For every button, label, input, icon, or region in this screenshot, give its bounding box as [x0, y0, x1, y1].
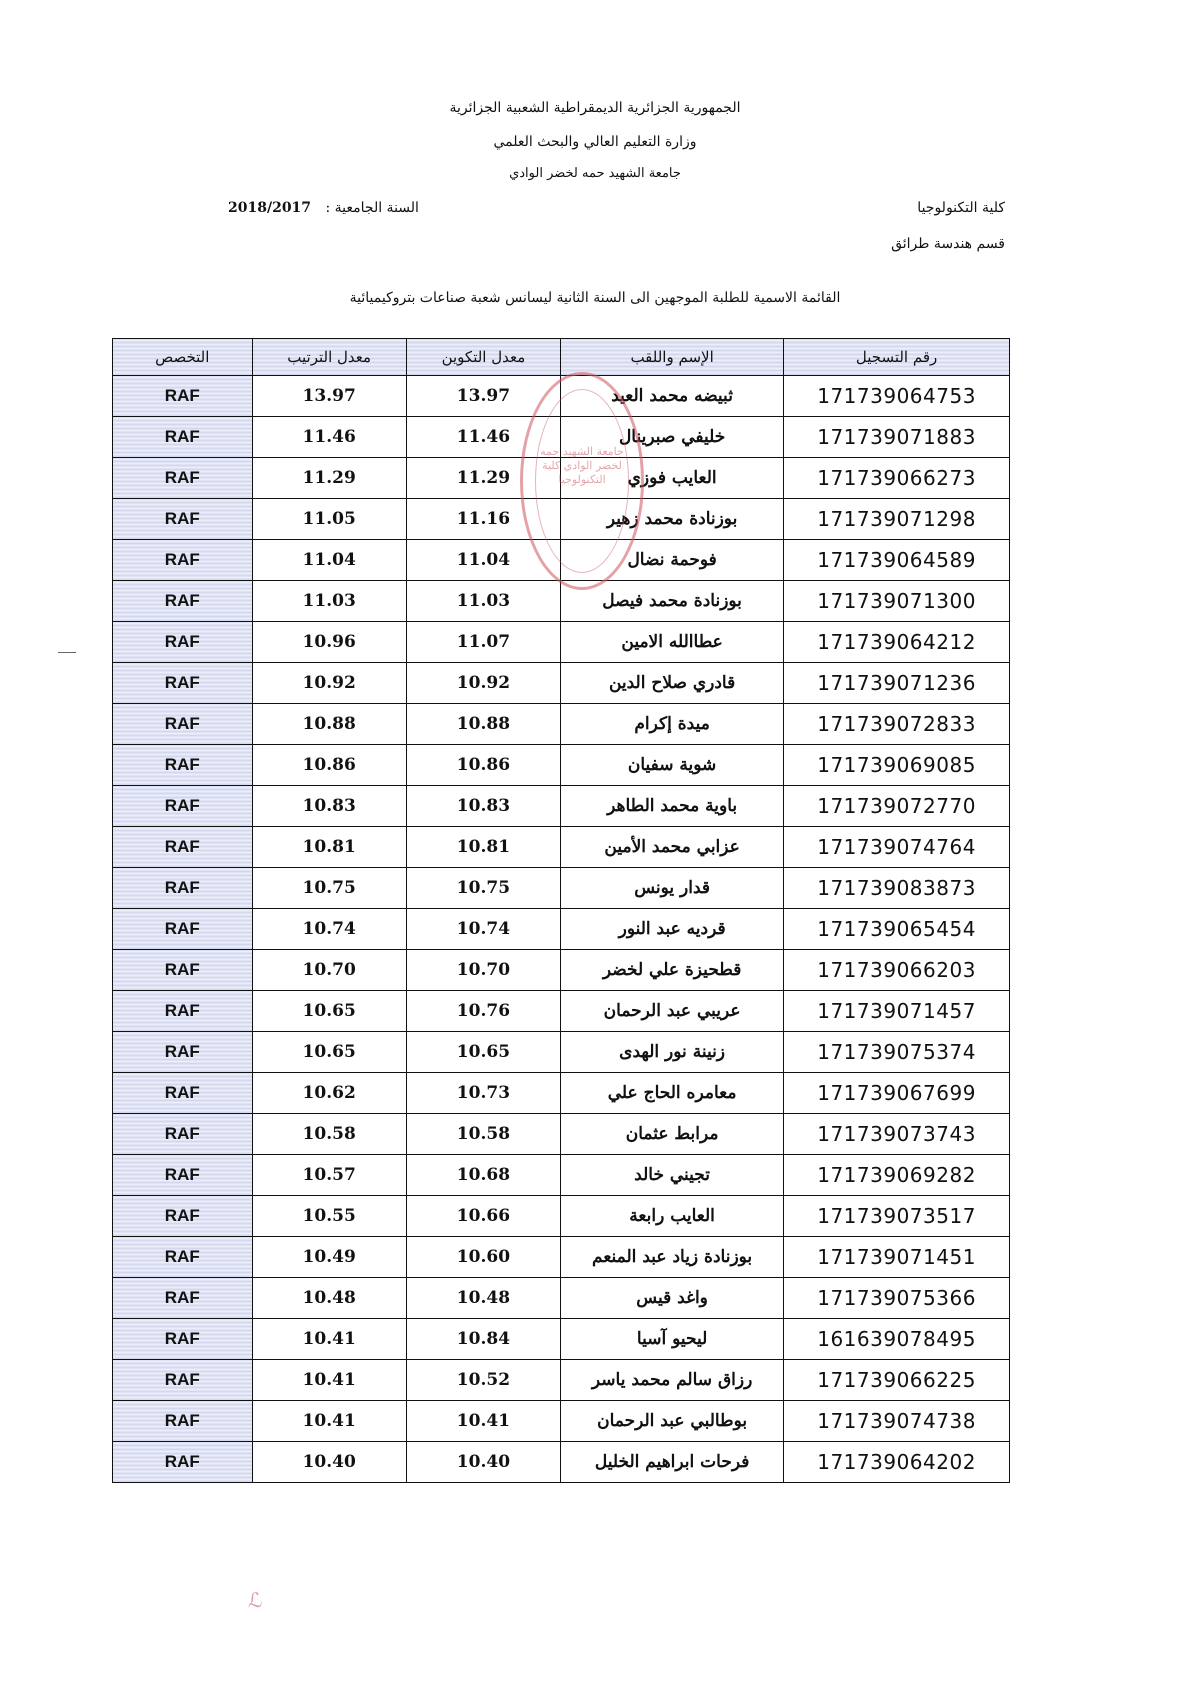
- cell-training-average: 10.58: [406, 1114, 560, 1155]
- table-row: [113, 1442, 1010, 1483]
- cell-name: عطاالله الامين: [561, 622, 784, 663]
- cell-name: زنينة نور الهدى: [561, 1032, 784, 1073]
- cell-name: فرحات ابراهيم الخليل: [561, 1442, 784, 1483]
- cell-ranking-average: 11.46: [252, 417, 406, 458]
- cell-training-average: 11.46: [406, 417, 560, 458]
- table-row: [113, 1073, 1010, 1114]
- cell-training-average: 13.97: [406, 376, 560, 417]
- cell-name: ثبيضه محمد العيد: [561, 376, 784, 417]
- table-row: [113, 991, 1010, 1032]
- cell-training-average: 10.92: [406, 663, 560, 704]
- cell-ranking-average: 11.05: [252, 499, 406, 540]
- cell-training-average: 10.84: [406, 1319, 560, 1360]
- table-row: [113, 581, 1010, 622]
- table-row: [113, 868, 1010, 909]
- cell-registration: 161639078495: [784, 1319, 1010, 1360]
- cell-specialty: RAF: [113, 1319, 253, 1360]
- col-header-registration: رقم التسجيل: [784, 339, 1010, 376]
- cell-registration: 171739066225: [784, 1360, 1010, 1401]
- cell-name: واغد قيس: [561, 1278, 784, 1319]
- cell-name: باوية محمد الطاهر: [561, 786, 784, 827]
- cell-specialty: RAF: [113, 417, 253, 458]
- cell-specialty: RAF: [113, 745, 253, 786]
- cell-registration: 171739067699: [784, 1073, 1010, 1114]
- cell-registration: 171739075374: [784, 1032, 1010, 1073]
- department-name: قسم هندسة طرائق: [891, 236, 1005, 252]
- cell-name: تجيني خالد: [561, 1155, 784, 1196]
- faculty-name: كلية التكنولوجيا: [917, 200, 1005, 216]
- table-row: [113, 1032, 1010, 1073]
- cell-registration: 171739071451: [784, 1237, 1010, 1278]
- cell-specialty: RAF: [113, 1237, 253, 1278]
- cell-registration: 171739071236: [784, 663, 1010, 704]
- cell-specialty: RAF: [113, 827, 253, 868]
- cell-ranking-average: 10.74: [252, 909, 406, 950]
- cell-registration: 171739071883: [784, 417, 1010, 458]
- cell-ranking-average: 10.75: [252, 868, 406, 909]
- cell-name: بوزنادة زياد عبد المنعم: [561, 1237, 784, 1278]
- cell-training-average: 10.60: [406, 1237, 560, 1278]
- cell-name: قدار يونس: [561, 868, 784, 909]
- table-row: [113, 499, 1010, 540]
- cell-ranking-average: 11.04: [252, 540, 406, 581]
- academic-year: [228, 200, 419, 216]
- cell-registration: 171739072770: [784, 786, 1010, 827]
- cell-specialty: RAF: [113, 868, 253, 909]
- cell-ranking-average: 10.92: [252, 663, 406, 704]
- cell-training-average: 10.65: [406, 1032, 560, 1073]
- table-row: [113, 376, 1010, 417]
- cell-ranking-average: 10.41: [252, 1319, 406, 1360]
- cell-name: قادري صلاح الدين: [561, 663, 784, 704]
- scan-mark: ℒ: [248, 1588, 263, 1612]
- cell-training-average: 10.83: [406, 786, 560, 827]
- cell-registration: 171739075366: [784, 1278, 1010, 1319]
- academic-year-label: السنة الجامعية :: [325, 200, 419, 216]
- cell-training-average: 10.52: [406, 1360, 560, 1401]
- table-row: [113, 1360, 1010, 1401]
- cell-training-average: 11.29: [406, 458, 560, 499]
- cell-ranking-average: 10.58: [252, 1114, 406, 1155]
- cell-registration: 171739066273: [784, 458, 1010, 499]
- cell-name: فوحمة نضال: [561, 540, 784, 581]
- table-row: [113, 663, 1010, 704]
- cell-training-average: 10.73: [406, 1073, 560, 1114]
- cell-registration: 171739064589: [784, 540, 1010, 581]
- cell-name: مرابط عثمان: [561, 1114, 784, 1155]
- cell-name: العايب رابعة: [561, 1196, 784, 1237]
- cell-registration: 171739066203: [784, 950, 1010, 991]
- col-header-training-average: معدل التكوين: [406, 339, 560, 376]
- cell-name: رزاق سالم محمد ياسر: [561, 1360, 784, 1401]
- cell-ranking-average: 10.49: [252, 1237, 406, 1278]
- cell-registration: 171739071300: [784, 581, 1010, 622]
- cell-registration: 171739072833: [784, 704, 1010, 745]
- cell-ranking-average: 10.57: [252, 1155, 406, 1196]
- cell-training-average: 10.86: [406, 745, 560, 786]
- cell-specialty: RAF: [113, 663, 253, 704]
- cell-specialty: RAF: [113, 1278, 253, 1319]
- cell-name: قرديه عبد النور: [561, 909, 784, 950]
- list-title: القائمة الاسمية للطلبة الموجهين الى السنة الثانية ليسانس شعبة صناعات بتروكيميائية: [349, 290, 841, 306]
- cell-ranking-average: 13.97: [252, 376, 406, 417]
- cell-registration: 171739065454: [784, 909, 1010, 950]
- cell-specialty: RAF: [113, 540, 253, 581]
- cell-ranking-average: 10.55: [252, 1196, 406, 1237]
- cell-name: العايب فوزي: [561, 458, 784, 499]
- cell-specialty: RAF: [113, 458, 253, 499]
- cell-specialty: RAF: [113, 1114, 253, 1155]
- cell-name: ميدة إكرام: [561, 704, 784, 745]
- cell-specialty: RAF: [113, 1196, 253, 1237]
- table-row: [113, 1155, 1010, 1196]
- cell-name: بوزنادة محمد فيصل: [561, 581, 784, 622]
- cell-registration: 171739071298: [784, 499, 1010, 540]
- cell-specialty: RAF: [113, 1032, 253, 1073]
- cell-ranking-average: 10.65: [252, 991, 406, 1032]
- cell-specialty: RAF: [113, 786, 253, 827]
- stamp-text: جامعة الشهيد حمه لخضر الوادي كلية التكنولوجيا: [540, 445, 624, 486]
- table-row: [113, 1237, 1010, 1278]
- cell-training-average: 10.75: [406, 868, 560, 909]
- cell-specialty: RAF: [113, 581, 253, 622]
- cell-registration: 171739073743: [784, 1114, 1010, 1155]
- cell-name: بوزنادة محمد زهير: [561, 499, 784, 540]
- table-body: [113, 376, 1010, 1483]
- cell-training-average: 10.88: [406, 704, 560, 745]
- col-header-specialty: التخصص: [113, 339, 253, 376]
- cell-registration: 171739071457: [784, 991, 1010, 1032]
- cell-registration: 171739074764: [784, 827, 1010, 868]
- cell-training-average: 10.76: [406, 991, 560, 1032]
- academic-year-value: 2018/2017: [228, 200, 312, 216]
- cell-ranking-average: 10.70: [252, 950, 406, 991]
- cell-specialty: RAF: [113, 704, 253, 745]
- cell-specialty: RAF: [113, 991, 253, 1032]
- scan-mark-dash: [58, 652, 76, 653]
- cell-ranking-average: 10.96: [252, 622, 406, 663]
- cell-ranking-average: 10.86: [252, 745, 406, 786]
- col-header-ranking-average: معدل الترتيب: [252, 339, 406, 376]
- cell-specialty: RAF: [113, 950, 253, 991]
- cell-ranking-average: 10.88: [252, 704, 406, 745]
- table-row: [113, 458, 1010, 499]
- cell-training-average: 10.48: [406, 1278, 560, 1319]
- students-table: [112, 338, 1010, 1483]
- cell-name: عريبي عبد الرحمان: [561, 991, 784, 1032]
- cell-name: معامره الحاج علي: [561, 1073, 784, 1114]
- header-republic: الجمهورية الجزائرية الديمقراطية الشعبية الجزائرية: [449, 100, 741, 116]
- cell-ranking-average: 10.83: [252, 786, 406, 827]
- table-row: [113, 1319, 1010, 1360]
- table-row: [113, 1401, 1010, 1442]
- table-row: [113, 622, 1010, 663]
- table-row: [113, 786, 1010, 827]
- cell-specialty: RAF: [113, 1401, 253, 1442]
- cell-ranking-average: 10.40: [252, 1442, 406, 1483]
- table-row: [113, 704, 1010, 745]
- table-row: [113, 909, 1010, 950]
- cell-training-average: 11.03: [406, 581, 560, 622]
- cell-training-average: 10.40: [406, 1442, 560, 1483]
- cell-training-average: 10.68: [406, 1155, 560, 1196]
- table-row: [113, 950, 1010, 991]
- table-row: [113, 417, 1010, 458]
- cell-specialty: RAF: [113, 1073, 253, 1114]
- cell-registration: 171739073517: [784, 1196, 1010, 1237]
- cell-training-average: 11.16: [406, 499, 560, 540]
- cell-specialty: RAF: [113, 1442, 253, 1483]
- cell-training-average: 10.66: [406, 1196, 560, 1237]
- cell-ranking-average: 11.29: [252, 458, 406, 499]
- cell-training-average: 11.07: [406, 622, 560, 663]
- table-row: [113, 827, 1010, 868]
- cell-specialty: RAF: [113, 1360, 253, 1401]
- header-ministry: وزارة التعليم العالي والبحث العلمي: [493, 134, 697, 150]
- table-row: [113, 1278, 1010, 1319]
- cell-name: قطحيزة علي لخضر: [561, 950, 784, 991]
- cell-specialty: RAF: [113, 1155, 253, 1196]
- cell-training-average: 10.41: [406, 1401, 560, 1442]
- cell-name: ليحيو آسيا: [561, 1319, 784, 1360]
- cell-registration: 171739083873: [784, 868, 1010, 909]
- cell-registration: 171739064212: [784, 622, 1010, 663]
- cell-ranking-average: 10.62: [252, 1073, 406, 1114]
- cell-training-average: 10.70: [406, 950, 560, 991]
- cell-name: شوية سفيان: [561, 745, 784, 786]
- cell-specialty: RAF: [113, 622, 253, 663]
- cell-specialty: RAF: [113, 909, 253, 950]
- table-row: [113, 745, 1010, 786]
- cell-specialty: RAF: [113, 376, 253, 417]
- table-row: [113, 1196, 1010, 1237]
- cell-name: خليفي صبرينال: [561, 417, 784, 458]
- cell-name: عزابي محمد الأمين: [561, 827, 784, 868]
- cell-ranking-average: 11.03: [252, 581, 406, 622]
- cell-specialty: RAF: [113, 499, 253, 540]
- table-row: [113, 540, 1010, 581]
- cell-registration: 171739069085: [784, 745, 1010, 786]
- cell-ranking-average: 10.41: [252, 1360, 406, 1401]
- cell-training-average: 10.74: [406, 909, 560, 950]
- cell-name: بوطالبي عبد الرحمان: [561, 1401, 784, 1442]
- cell-ranking-average: 10.41: [252, 1401, 406, 1442]
- table-header-row: [113, 339, 1010, 376]
- cell-registration: 171739064753: [784, 376, 1010, 417]
- cell-registration: 171739069282: [784, 1155, 1010, 1196]
- cell-training-average: 11.04: [406, 540, 560, 581]
- cell-registration: 171739064202: [784, 1442, 1010, 1483]
- cell-ranking-average: 10.65: [252, 1032, 406, 1073]
- cell-registration: 171739074738: [784, 1401, 1010, 1442]
- cell-training-average: 10.81: [406, 827, 560, 868]
- cell-ranking-average: 10.48: [252, 1278, 406, 1319]
- col-header-name: الإسم واللقب: [561, 339, 784, 376]
- header-university: جامعة الشهيد حمه لخضر الوادي: [509, 166, 681, 181]
- cell-ranking-average: 10.81: [252, 827, 406, 868]
- table-row: [113, 1114, 1010, 1155]
